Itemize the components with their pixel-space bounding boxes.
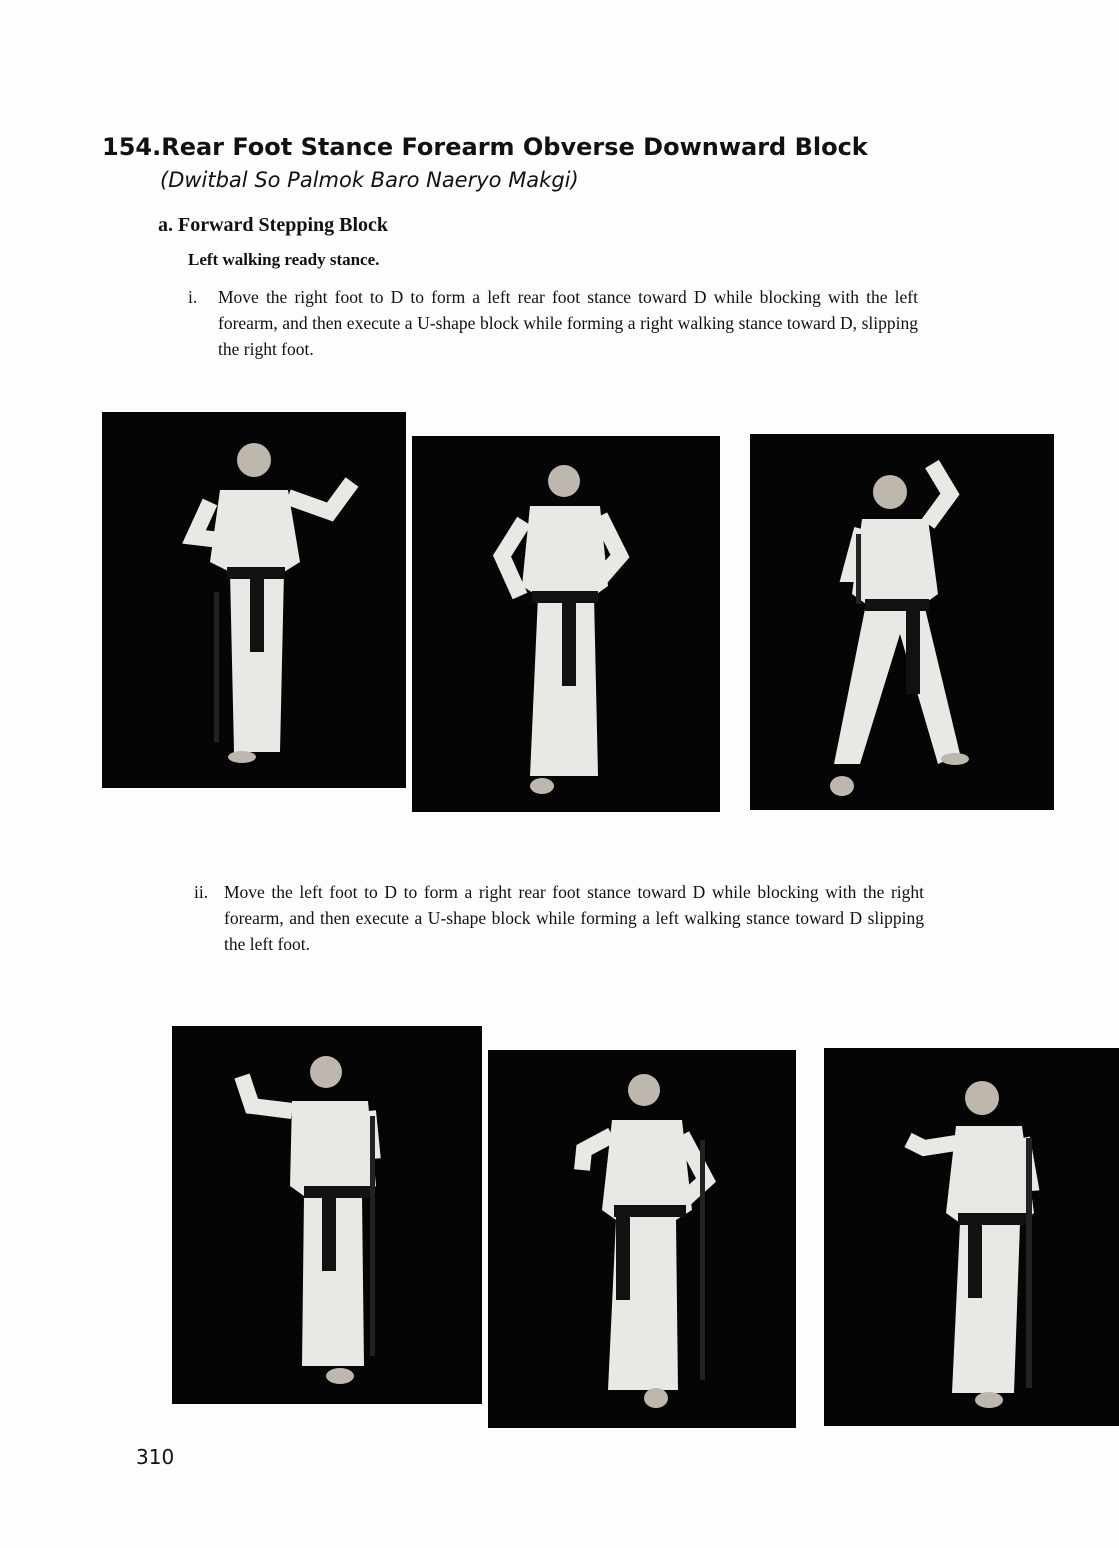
section-number: 154. [102,133,162,161]
step-numeral: i. [188,287,198,307]
step-numeral: ii. [194,882,209,902]
photo-2 [412,436,720,812]
step-ii [194,879,924,957]
ready-stance-label: Left walking ready stance. [188,250,380,269]
photo-6 [824,1048,1119,1426]
korean-term: (Dwitbal So Palmok Baro Naeryo Makgi) [160,168,579,192]
martial-artist-figure [488,1050,796,1428]
step-text: Move the right foot to D to form a left rear foot stance toward D while blocking with the left forearm, and then execute a U-shape block while forming a right walking stance toward D, slipping the right foot. [218,287,918,359]
martial-artist-figure [102,412,406,788]
section-heading [102,132,868,162]
step-i [188,284,918,362]
martial-artist-figure [750,434,1054,810]
subsection-title: a. Forward Stepping Block [158,214,389,236]
step-text: Move the left foot to D to form a right rear foot stance toward D while blocking with the right forearm, and then execute a U-shape block while forming a left walking stance toward D slipping the left foot. [224,882,924,954]
section-title-text: Rear Foot Stance Forearm Obverse Downward Block [161,133,868,161]
photo-5 [488,1050,796,1428]
photo-4 [172,1026,482,1404]
martial-artist-figure [412,436,720,812]
martial-artist-figure [172,1026,482,1404]
photo-3 [750,434,1054,810]
photo-1 [102,412,406,788]
martial-artist-figure [824,1048,1119,1426]
page-number: 310 [136,1445,175,1469]
